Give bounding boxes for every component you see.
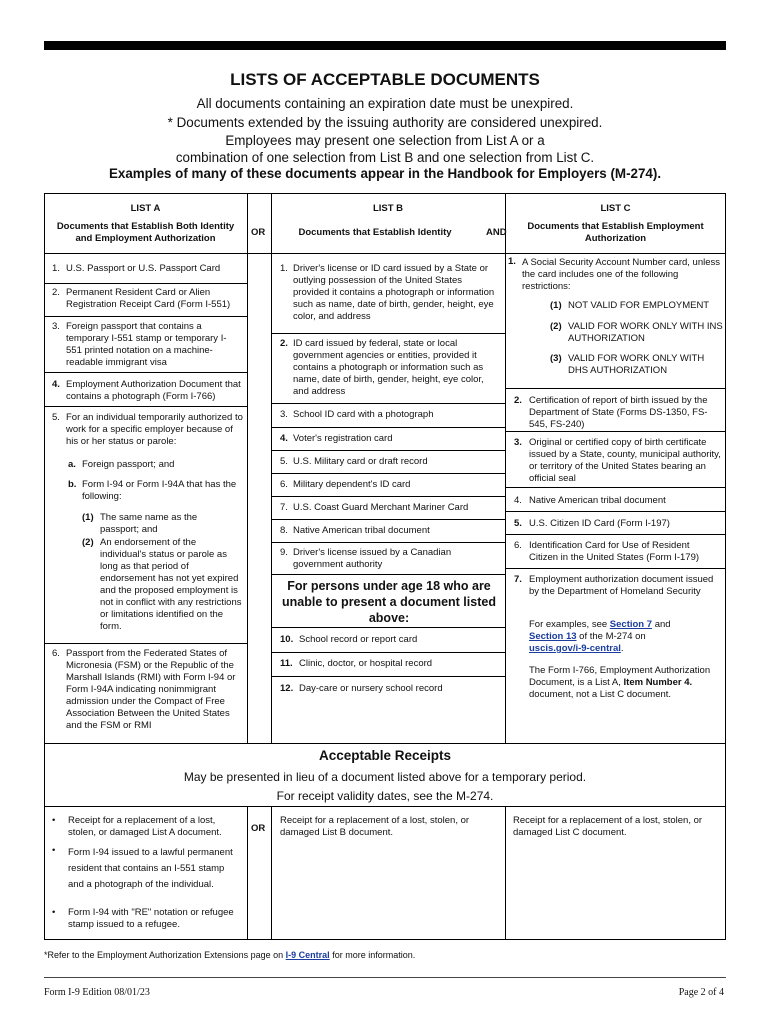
row-divider xyxy=(505,568,726,569)
list-c-item-2: Certification of report of birth issued by the Department of State (Forms DS-1350, FS-545, FS-240) xyxy=(529,395,708,430)
bullet-icon: • xyxy=(52,907,56,918)
list-b-number: 5. xyxy=(280,456,288,467)
row-divider xyxy=(505,431,726,432)
or-conjunction: OR xyxy=(251,227,266,238)
list-b-item-2: ID card issued by federal, state or local government agencies or entities, provided it contains a photograph or information such as name, date of birth, gender, height, eye color, and address xyxy=(293,338,484,397)
row-divider xyxy=(271,473,505,474)
list-b-title: LIST B xyxy=(372,203,404,214)
i9-central-link[interactable]: I-9 Central xyxy=(285,950,330,960)
list-a-title: LIST A xyxy=(130,203,161,214)
list-a-number: 4. xyxy=(52,379,60,390)
list-a-number: 3. xyxy=(52,321,60,332)
intro-line-4: combination of one selection from List B and one selection from List C. xyxy=(175,150,595,165)
list-b-item-6: Military dependent's ID card xyxy=(293,479,411,490)
row-divider xyxy=(271,627,505,628)
receipt-divider-or xyxy=(271,806,272,940)
under-18-note: For persons under age 18 who are unable to present a document listed above: xyxy=(282,579,496,625)
row-divider xyxy=(271,333,505,334)
header-divider xyxy=(44,253,726,254)
list-a-number: 2. xyxy=(52,287,60,298)
list-a-item-5b1: The same name as the passport; and xyxy=(100,512,198,535)
list-b-item-3: School ID card with a photograph xyxy=(293,409,434,420)
list-a-item-3: Foreign passport that contains a temporary I-551 stamp or temporary I-551 printed notation on a machine-readable immigrant visa xyxy=(66,321,227,368)
row-divider xyxy=(505,487,726,488)
row-divider xyxy=(271,652,505,653)
list-b-number: 1. xyxy=(280,263,288,274)
row-divider xyxy=(44,316,247,317)
list-a-sub-letter: b. xyxy=(68,479,77,490)
col-divider-or xyxy=(271,193,272,743)
list-c-number: 4. xyxy=(514,495,522,506)
receipts-line-1: May be presented in lieu of a document listed above for a temporary period. xyxy=(183,770,587,784)
list-c-item-5: U.S. Citizen ID Card (Form I-197) xyxy=(529,518,670,529)
page-number: Page 2 of 4 xyxy=(678,987,724,998)
list-b-number: 3. xyxy=(280,409,288,420)
row-divider xyxy=(271,496,505,497)
list-a-sub-number: (2) xyxy=(82,537,94,548)
footnote xyxy=(44,950,415,960)
list-c-restriction-number: (3) xyxy=(550,353,562,364)
list-b-number: 9. xyxy=(280,547,288,558)
receipts-divider xyxy=(44,806,726,807)
list-c-number: 5. xyxy=(514,518,522,529)
note-suffix: document, not a List C document. xyxy=(529,689,672,700)
list-c-note xyxy=(529,665,721,701)
receipt-c-1: Receipt for a replacement of a lost, stolen, or damaged List C document. xyxy=(513,815,703,838)
receipt-a-3: Form I-94 with "RE" notation or refugee stamp issued to a refugee. xyxy=(68,907,234,930)
list-c-restriction-number: (2) xyxy=(550,321,562,332)
intro-line-1: All documents containing an expiration date must be unexpired. xyxy=(196,96,574,111)
list-a-item-5: For an individual temporarily authorized to work for a specific employer because of his or her status or parole: xyxy=(66,412,243,447)
note-item-number: Item Number 4. xyxy=(623,677,693,688)
top-rule xyxy=(44,41,726,50)
col-divider-a xyxy=(247,193,248,743)
row-divider xyxy=(271,676,505,677)
list-a-sub-letter: a. xyxy=(68,459,76,470)
list-c-item-4: Native American tribal document xyxy=(529,495,666,506)
examples-mid: of the M-274 on xyxy=(579,631,646,642)
list-c-title: LIST C xyxy=(600,203,631,214)
list-c-number: 2. xyxy=(514,395,522,406)
list-a-item-5b2: An endorsement of the individual's status or parole as long as that period of endorsement has not yet expired and the proposed employment is not in conflict with any restrictions or limitations identified on the form. xyxy=(100,537,242,632)
list-b-number: 11. xyxy=(280,658,293,669)
footnote-suffix: for more information. xyxy=(332,950,416,960)
row-divider xyxy=(44,372,247,373)
bullet-icon: • xyxy=(52,815,56,826)
list-b-item-1: Driver's license or ID card issued by a State or outlying possession of the United States provided it contains a photograph or information such as name, date of birth, gender, height, eye color, and address xyxy=(293,263,495,322)
list-c-restriction-3: VALID FOR WORK ONLY WITH DHS AUTHORIZATION xyxy=(568,353,705,376)
list-c-number: 7. xyxy=(514,574,522,585)
examples-note: Examples of many of these documents appear in the Handbook for Employers (M-274). xyxy=(108,166,662,181)
list-c-number: 6. xyxy=(514,540,522,551)
list-c-item-7: Employment authorization document issued by the Department of Homeland Security xyxy=(529,574,714,597)
receipt-divider-c xyxy=(505,806,506,940)
list-c-restriction-2: VALID FOR WORK ONLY WITH INS AUTHORIZATION xyxy=(568,321,723,344)
list-b-number: 7. xyxy=(280,502,288,513)
row-divider xyxy=(271,519,505,520)
section-13-link[interactable]: Section 13 xyxy=(529,631,577,642)
footer-rule xyxy=(44,977,726,978)
intro-line-3: Employees may present one selection from List A or a xyxy=(225,133,545,148)
row-divider xyxy=(44,406,247,407)
bullet-icon: • xyxy=(52,845,56,856)
uscis-link[interactable]: uscis.gov/i-9-central xyxy=(529,643,621,654)
note-prefix: The Form I-766, Employment Authorization Document, is a List A, xyxy=(529,665,711,688)
list-a-item-1: U.S. Passport or U.S. Passport Card xyxy=(66,263,221,274)
list-a-item-5a: Foreign passport; and xyxy=(82,459,175,470)
list-b-number: 2. xyxy=(280,338,288,349)
list-b-item-10: School record or report card xyxy=(299,634,418,645)
row-divider xyxy=(505,388,726,389)
and-conjunction: AND xyxy=(486,227,507,238)
list-a-sub-number: (1) xyxy=(82,512,94,523)
list-a-subtitle: Documents that Establish Both Identity and Employment Authorization xyxy=(56,221,235,244)
row-divider xyxy=(44,283,247,284)
section-7-link[interactable]: Section 7 xyxy=(609,619,653,630)
row-divider xyxy=(505,534,726,535)
form-edition: Form I-9 Edition 08/01/23 xyxy=(44,987,150,998)
row-divider xyxy=(271,450,505,451)
list-b-item-4: Voter's registration card xyxy=(293,433,393,444)
list-b-item-9: Driver's license issued by a Canadian government authority xyxy=(293,547,452,570)
row-divider xyxy=(271,574,505,575)
receipt-b-1: Receipt for a replacement of a lost, stolen, or damaged List B document. xyxy=(280,815,470,838)
list-c-restriction-number: (1) xyxy=(550,300,562,311)
list-b-item-8: Native American tribal document xyxy=(293,525,430,536)
col-divider-c xyxy=(505,193,506,743)
list-b-number: 8. xyxy=(280,525,288,536)
list-b-item-5: U.S. Military card or draft record xyxy=(293,456,428,467)
list-a-item-4: Employment Authorization Document that contains a photograph (Form I-766) xyxy=(66,379,241,402)
list-b-number: 4. xyxy=(280,433,288,444)
receipt-a-1: Receipt for a replacement of a lost, stolen, or damaged List A document. xyxy=(68,815,222,838)
examples-and: and xyxy=(654,619,671,630)
list-c-examples: For examples, see Section 7 and Section 13 of the M-274 on uscis.gov/i-9-central. xyxy=(529,619,671,654)
list-b-item-7: U.S. Coast Guard Merchant Mariner Card xyxy=(293,502,469,513)
row-divider xyxy=(505,511,726,512)
row-divider xyxy=(44,643,247,644)
list-b-subtitle: Documents that Establish Identity xyxy=(298,227,452,238)
list-c-number: 1. xyxy=(508,256,516,267)
lists-bottom-divider xyxy=(44,743,726,744)
receipts-line-2: For receipt validity dates, see the M-274. xyxy=(276,789,494,803)
list-b-number: 12. xyxy=(280,683,294,694)
list-b-item-11: Clinic, doctor, or hospital record xyxy=(299,658,433,669)
list-b-number: 6. xyxy=(280,479,288,490)
page-title: LISTS OF ACCEPTABLE DOCUMENTS xyxy=(230,70,540,89)
examples-prefix: For examples, see xyxy=(529,619,608,630)
list-a-item-2: Permanent Resident Card or Alien Registration Receipt Card (Form I-551) xyxy=(66,287,231,310)
footnote-prefix: *Refer to the Employment Authorization Extensions page on xyxy=(44,950,284,960)
list-c-restriction-1: NOT VALID FOR EMPLOYMENT xyxy=(568,300,710,311)
receipts-title: Acceptable Receipts xyxy=(318,748,452,763)
list-a-number: 6. xyxy=(52,648,60,659)
list-a-number: 5. xyxy=(52,412,60,423)
list-a-item-6: Passport from the Federated States of Micronesia (FSM) or the Republic of the Marshall Islands (RMI) with Form I-94 or Form I-94A indicating nonimmigrant admission under the Compact of Free Association Between the United States and the FSM or RMI xyxy=(66,648,236,731)
list-c-item-1: A Social Security Account Number card, unless the card includes one of the following restrictions: xyxy=(522,257,721,292)
list-c-subtitle: Documents that Establish Employment Authorization xyxy=(527,221,704,244)
list-b-number: 10. xyxy=(280,634,294,645)
row-divider xyxy=(271,403,505,404)
list-c-item-3: Original or certified copy of birth certificate issued by a State, county, municipal authority, or territory of the United States bearing an official seal xyxy=(529,437,721,484)
receipt-divider-a xyxy=(247,806,248,940)
list-c-item-6: Identification Card for Use of Resident Citizen in the United States (Form I-179) xyxy=(529,540,700,563)
list-a-item-5b: Form I-94 or Form I-94A that has the following: xyxy=(82,479,237,502)
list-c-number: 3. xyxy=(514,437,522,448)
receipt-a-2: Form I-94 issued to a lawful permanent resident that contains an I-551 stamp and a photograph of the individual. xyxy=(68,847,233,890)
row-divider xyxy=(271,542,505,543)
list-a-number: 1. xyxy=(52,263,60,274)
intro-line-2: * Documents extended by the issuing authority are considered unexpired. xyxy=(167,115,603,130)
list-b-item-12: Day-care or nursery school record xyxy=(299,683,443,694)
receipts-or: OR xyxy=(251,823,266,834)
row-divider xyxy=(271,427,505,428)
